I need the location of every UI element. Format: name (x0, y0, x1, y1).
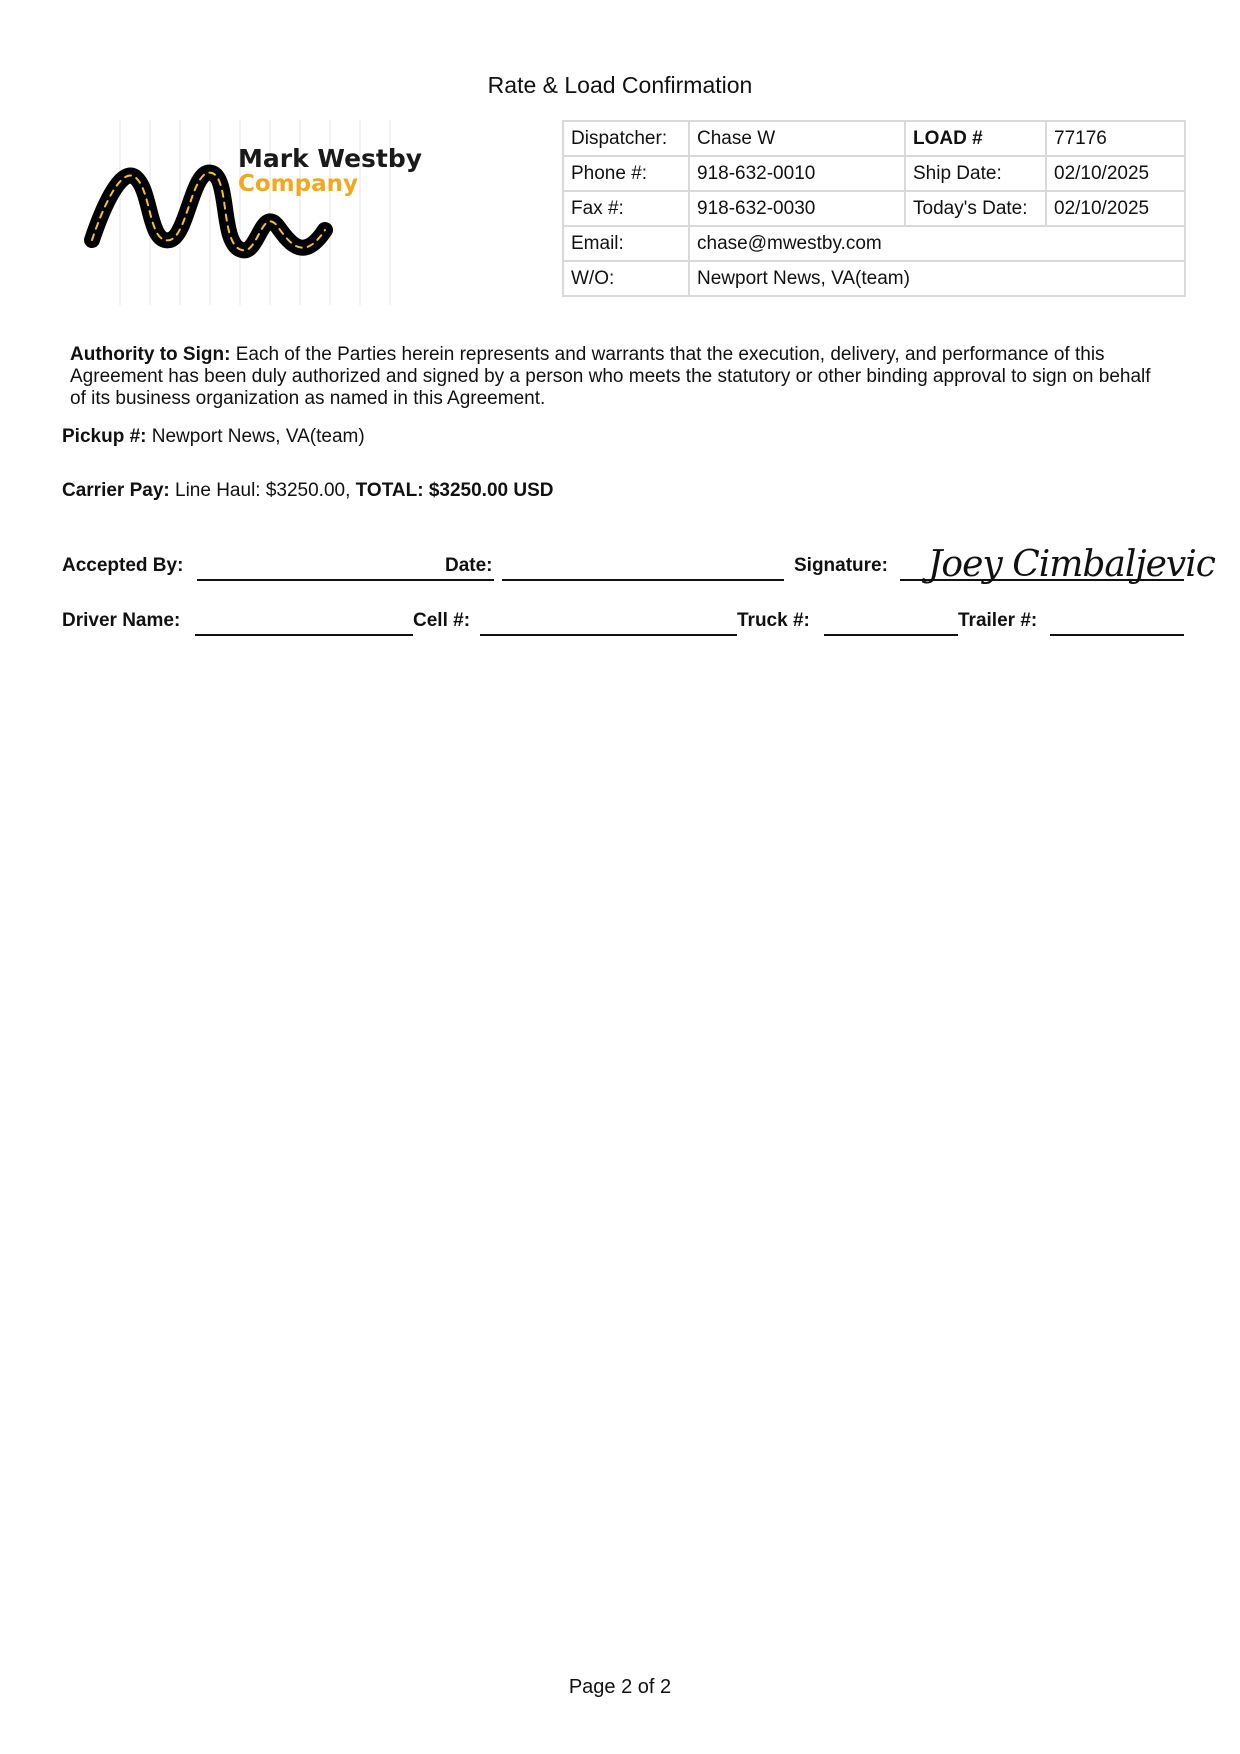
phone-label: Phone #: (563, 156, 689, 191)
accepted-by-label: Accepted By: (62, 555, 184, 576)
cell-label: Cell #: (413, 610, 471, 631)
pickup-value: Newport News, VA(team) (146, 426, 365, 447)
carrier-pay-line (62, 480, 553, 502)
pickup-label: Pickup #: (62, 426, 147, 447)
load-info-table (562, 120, 1186, 297)
date-line (502, 579, 784, 581)
line-haul-text: Line Haul: $3250.00, (169, 480, 356, 501)
company-logo (80, 115, 440, 310)
table-row (563, 226, 1185, 261)
driver-details-row (62, 610, 1184, 650)
accepted-by-line (197, 579, 494, 581)
logo-wordmark-line2: Company (238, 171, 358, 197)
table-row (563, 191, 1185, 226)
trailer-line (1050, 634, 1184, 636)
load-number-value: 77176 (1046, 121, 1185, 156)
trailer-label: Trailer #: (958, 610, 1038, 631)
email-value: chase@mwestby.com (689, 226, 1185, 261)
cell-line (480, 634, 737, 636)
table-row (563, 121, 1185, 156)
dispatcher-label: Dispatcher: (563, 121, 689, 156)
carrier-pay-label: Carrier Pay: (62, 480, 170, 501)
truck-label: Truck #: (737, 610, 810, 631)
todays-date-label: Today's Date: (905, 191, 1046, 226)
pickup-line (62, 426, 365, 448)
email-label: Email: (563, 226, 689, 261)
truck-line (824, 634, 958, 636)
table-row (563, 261, 1185, 296)
dispatcher-value: Chase W (689, 121, 905, 156)
authority-text: Each of the Parties herein represents and warrants that the execution, delivery, and performance of this Agreement has been duly authorized and signed by a person who meets the statutory or other binding approval to sign on behalf of its business organization as named in this Agreement. (70, 344, 1151, 409)
work-order-value: Newport News, VA(team) (689, 261, 1185, 296)
handwritten-signature: Joey Cimbaljevic (928, 544, 1215, 585)
authority-to-sign-paragraph (70, 344, 1170, 410)
document-title: Rate & Load Confirmation (487, 72, 753, 98)
fax-label: Fax #: (563, 191, 689, 226)
load-number-label: LOAD # (905, 121, 1046, 156)
date-label: Date: (445, 555, 493, 576)
ship-date-label: Ship Date: (905, 156, 1046, 191)
todays-date-value: 02/10/2025 (1046, 191, 1185, 226)
table-row (563, 156, 1185, 191)
driver-name-line (195, 634, 413, 636)
work-order-label: W/O: (563, 261, 689, 296)
fax-value: 918-632-0030 (689, 191, 905, 226)
total-pay-text: TOTAL: $3250.00 USD (355, 480, 554, 501)
ship-date-value: 02/10/2025 (1046, 156, 1185, 191)
logo-wordmark-line1: Mark Westby (238, 144, 423, 173)
signature-label: Signature: (794, 555, 888, 576)
authority-label: Authority to Sign: (70, 344, 231, 365)
driver-name-label: Driver Name: (62, 610, 181, 631)
page-number: Page 2 of 2 (568, 1676, 672, 1698)
phone-value: 918-632-0010 (689, 156, 905, 191)
